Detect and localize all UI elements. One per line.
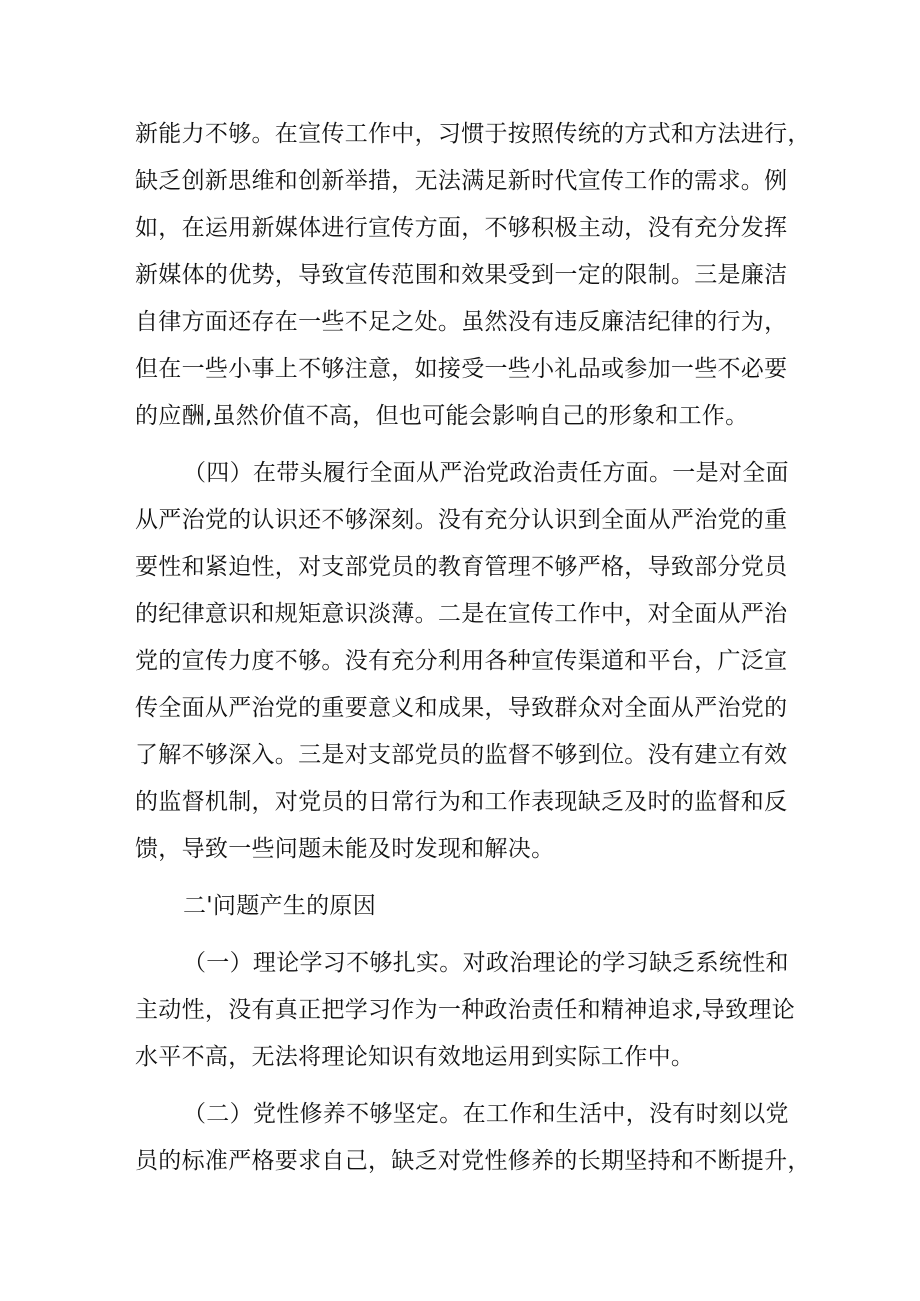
paragraph-heading-line: （二）党性修养不够坚定。在工作和生活中，没有时刻以党 — [183, 1101, 789, 1127]
paragraph-heading-line: （一）理论学习不够扎实。对政治理论的学习缺乏系统性和 — [183, 950, 789, 976]
paragraph-heading-line: （四）在带头履行全面从严治党政治责任方面。一是对全面 — [183, 460, 789, 486]
text-line: 如，在运用新媒体进行宣传方面，不够积极主动，没有充分发挥 — [135, 215, 788, 241]
text-line: 要性和紧迫性，对支部党员的教育管理不够严格，导致部分党员 — [135, 554, 788, 580]
section-heading: 二'问题产生的原因 — [183, 893, 377, 919]
text-line: 水平不高，无法将理论知识有效地运用到实际工作中。 — [135, 1044, 695, 1070]
text-line: 的纪律意识和规矩意识淡薄。二是在宣传工作中，对全面从严治 — [135, 601, 788, 627]
text-line: 了解不够深入。三是对支部党员的监督不够到位。没有建立有效 — [135, 742, 788, 768]
text-line: 缺乏创新思维和创新举措，无法满足新时代宣传工作的需求。例 — [135, 168, 788, 194]
text-line: 馈，导致一些问题未能及时发现和解决。 — [135, 836, 555, 862]
text-line: 新媒体的优势，导致宣传范围和效果受到一定的限制。三是廉洁 — [135, 262, 788, 288]
text-line: 自律方面还存在一些不足之处。虽然没有违反廉洁纪律的行为， — [135, 309, 788, 335]
text-line: 员的标准严格要求自己，缺乏对党性修养的长期坚持和不断提升， — [135, 1148, 811, 1174]
text-line: 但在一些小事上不够注意，如接受一些小礼品或参加一些不必要 — [135, 356, 788, 382]
text-line: 党的宣传力度不够。没有充分利用各种宣传渠道和平台，广泛宣 — [135, 648, 788, 674]
text-line: 传全面从严治党的重要意义和成果，导致群众对全面从严治党的 — [135, 695, 788, 721]
text-line: 新能力不够。在宣传工作中，习惯于按照传统的方式和方法进行， — [135, 121, 811, 147]
text-line: 的应酬,虽然价值不高，但也可能会影响自己的形象和工作。 — [135, 403, 749, 429]
text-line: 主动性，没有真正把学习作为一种政治责任和精神追求,导致理论 — [135, 997, 796, 1023]
text-line: 从严治党的认识还不够深刻。没有充分认识到全面从严治党的重 — [135, 507, 788, 533]
text-line: 的监督机制，对党员的日常行为和工作表现缺乏及时的监督和反 — [135, 789, 788, 815]
